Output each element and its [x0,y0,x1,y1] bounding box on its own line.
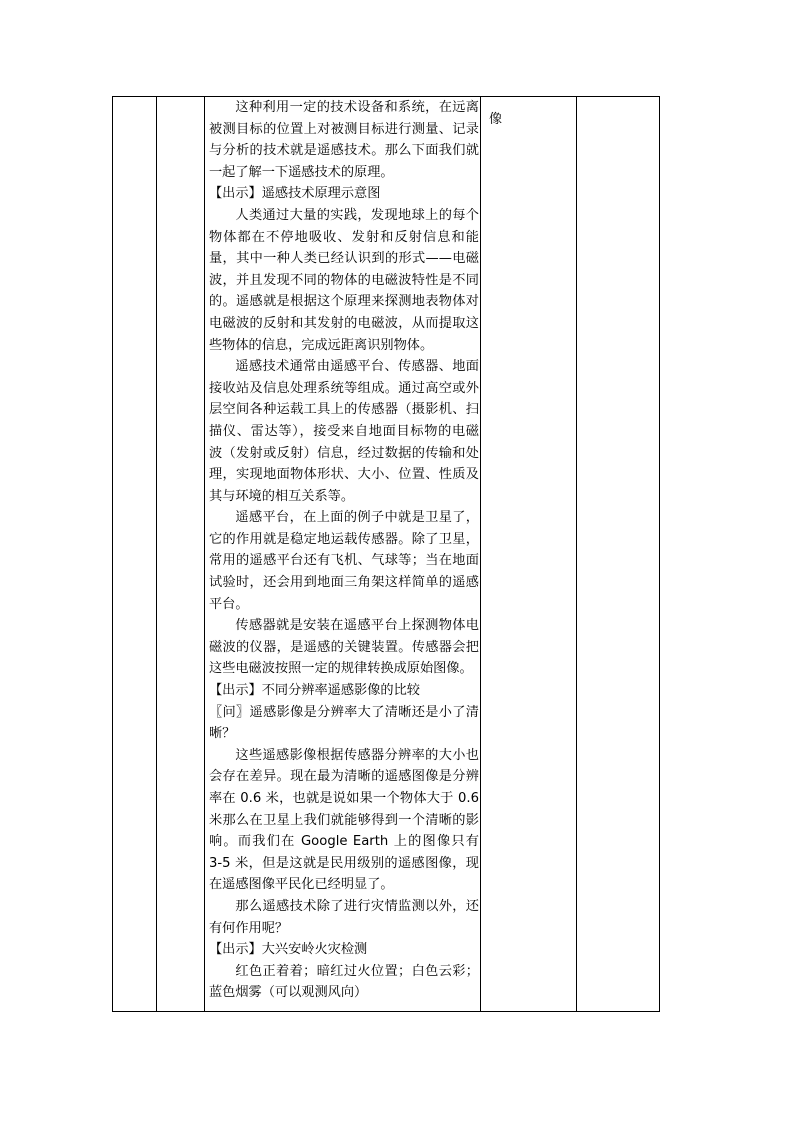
paragraph: 红色正着着；暗红过火位置；白色云彩；蓝色烟雾（可以观测风向） [209,963,479,1001]
column-divider [156,97,157,1011]
paragraph: 人类通过大量的实践，发现地球上的每个物体都在不停地吸收、发射和反射信息和能量，其中一种人类已经认识到的形式——电磁波，并且发现不同的物体的电磁波特性是不同的。遥感就是根据这个原理来探测地表物体对电磁波的反射和其发射的电磁波，从而提取这些物体的信息，完成远距离识别物体。 [209,207,479,353]
column-divider [576,97,577,1011]
side-cell-text: 像 [489,112,503,127]
paragraph: 遥感平台，在上面的例子中就是卫星了，它的作用就是稳定地运载传感器。除了卫星，常用的遥感平台还有飞机、气球等；当在地面试验时，还会用到地面三角架这样简单的遥感平台。 [209,510,479,612]
column-divider [480,97,481,1011]
paragraph: 那么遥感技术除了进行灾情监测以外，还有何作用呢？ [209,898,479,936]
paragraph: 这些遥感影像根据传感器分辨率的大小也会存在差异。现在最为清晰的遥感图像是分辨率在 0.6 米，也就是说如果一个物体大于 0.6 米那么在卫星上我们就能够得到一个清晰的影响。而我们在 Google Earth 上的图像只有 3-5 米，但是这就是民用级别的遥感图像，现在遥感图像平民化已经明显了。 [209,747,479,893]
paragraph: 遥感技术通常由遥感平台、传感器、地面接收站及信息处理系统等组成。通过高空或外层空间各种运载工具上的传感器（摄影机、扫描仪、雷达等），接受来自地面目标物的电磁波（发射或反射）信息，经过数据的传输和处理，实现地面物体形状、大小、位置、性质及其与环境的相互关系等。 [209,359,479,504]
show-heading: 【出示】大兴安岭火灾检测 [209,942,368,958]
show-heading: 【出示】不同分辨率遥感影像的比较 [209,683,420,699]
teaching-content-cell [209,97,479,1004]
column-divider [204,97,205,1011]
paragraph: 这种利用一定的技术设备和系统，在远离被测目标的位置上对被测目标进行测量、记录与分析的技术就是遥感技术。那么下面我们就一起了解一下遥感技术的原理。 [209,100,479,180]
question: 〖问〗遥感影像是分辨率大了清晰还是小了清晰？ [209,704,479,742]
show-heading: 【出示】遥感技术原理示意图 [209,186,381,202]
paragraph: 传感器就是安装在遥感平台上探测物体电磁波的仪器，是遥感的关键装置。传感器会把这些电磁波按照一定的规律转换成原始图像。 [209,618,479,677]
